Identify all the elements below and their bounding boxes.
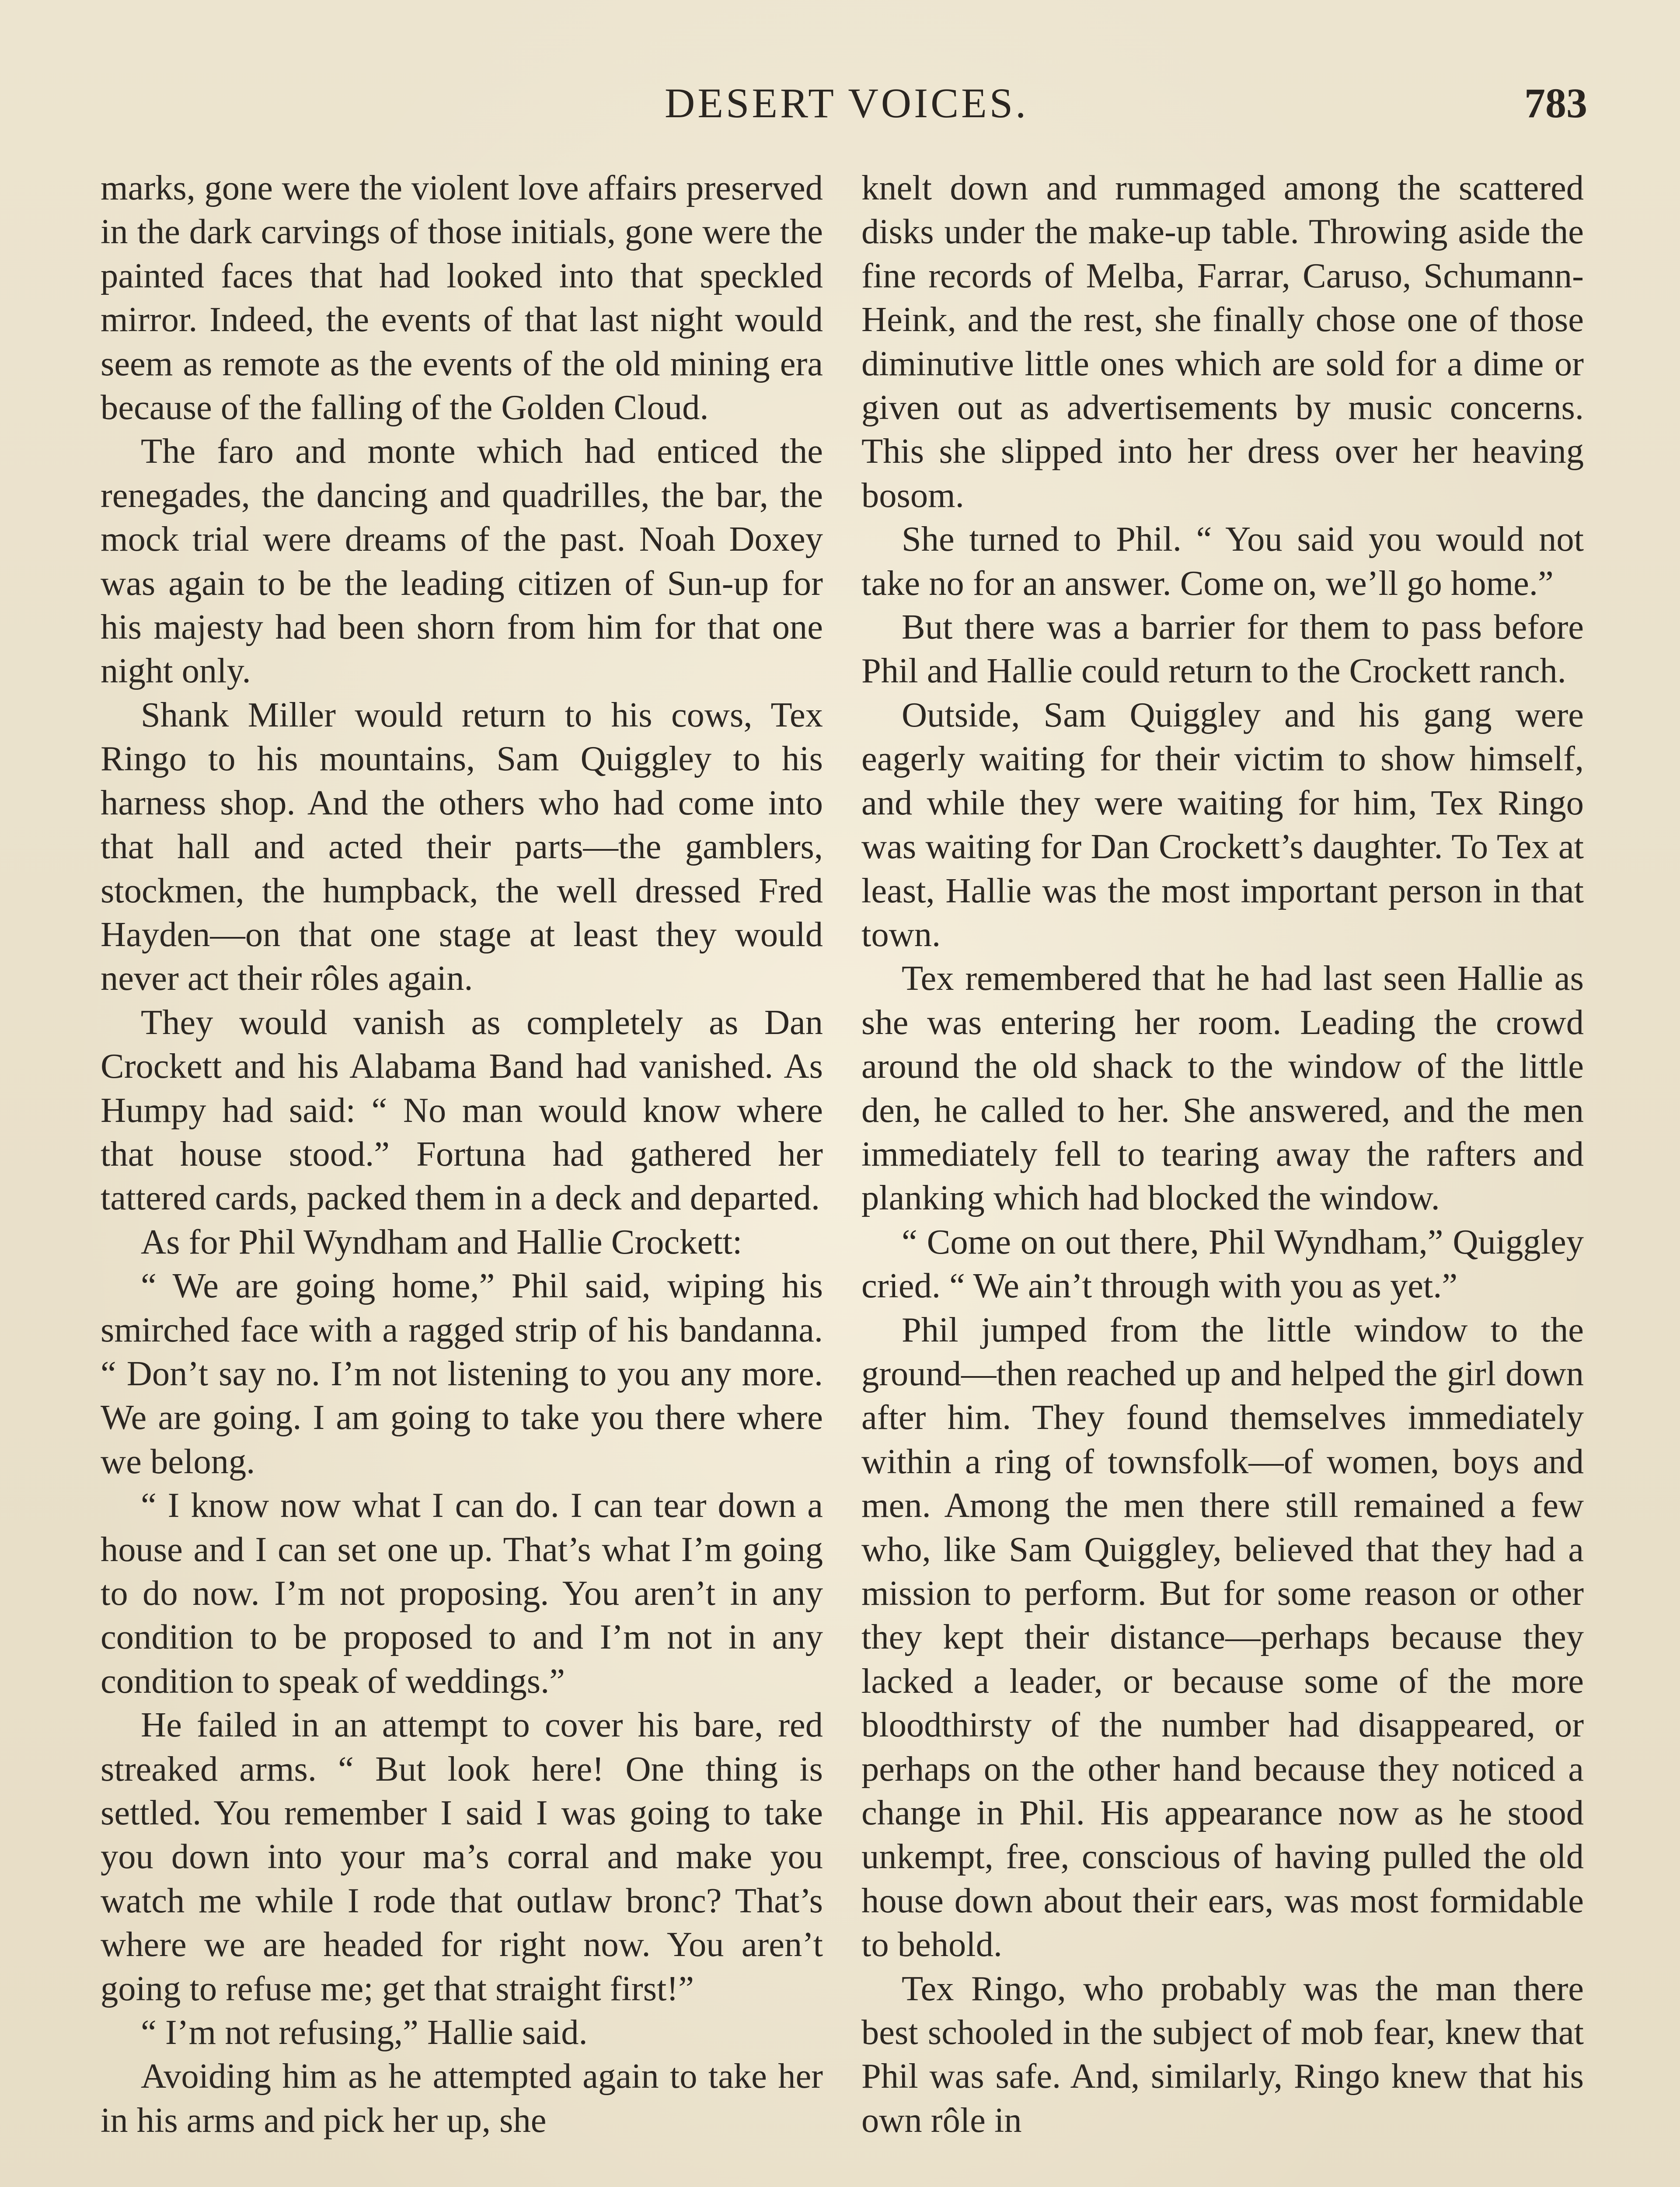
paragraph: Avoiding him as he attempted again to take her in his arms and pick her up, she bbox=[101, 2057, 823, 2140]
page-number: 783 bbox=[1524, 80, 1587, 126]
paragraph: But there was a barrier for them to pass before Phil and Hallie could return to the Crockett ranch. bbox=[861, 608, 1584, 691]
paragraph: “ I know now what I can do. I can tear down a house and I can set one up. That’s what I’m going to do now. I’m not proposing. You aren’t in any condition to be proposed to and I’m not in any condition to speak of weddings.” bbox=[101, 1486, 823, 1701]
page-header bbox=[101, 79, 1587, 136]
paragraph: Outside, Sam Quiggley and his gang were eagerly waiting for their victim to show himself, and while they were waiting for him, Tex Ringo was waiting for Dan Crockett’s daughter. To Tex at least, Hallie was the most important person in that town. bbox=[861, 695, 1584, 954]
paragraph: marks, gone were the violent love affairs preserved in the dark carvings of those initials, gone were the painted faces that had looked into that speckled mirror. Indeed, the events of that last night would seem as remote as the events of the old mining era because of the falling of the Golden Cloud. bbox=[101, 168, 823, 427]
paragraph: knelt down and rummaged among the scattered disks under the make-up table. Throwing aside the fine records of Melba, Farrar, Caruso, Schumann-Heink, and the rest, she finally chose one of those diminutive little ones which are sold for a dime or given out as advertisements by music concerns. This she slipped into her dress over her heaving bosom. bbox=[861, 168, 1584, 515]
paragraph: Tex remembered that he had last seen Hallie as she was entering her room. Leading the crowd around the old shack to the window of the little den, he called to her. She answered, and the men immediately fell to tearing away the rafters and planking which had blocked the window. bbox=[861, 959, 1584, 1218]
paragraph: He failed in an attempt to cover his bare, red streaked arms. “ But look here! One thing is settled. You remember I said I was going to take you down into your ma’s corral and make you watch me while I rode that outlaw bronc? That’s where we are headed for right now. You aren’t going to refuse me; get that straight first!” bbox=[101, 1705, 823, 2008]
paragraph: The faro and monte which had enticed the renegades, the dancing and quadrilles, the bar, the mock trial were dreams of the past. Noah Doxey was again to be the leading citizen of Sun-up for his majesty had been shorn from him for that one night only. bbox=[101, 432, 823, 691]
paragraph: “ We are going home,” Phil said, wiping his smirched face with a ragged strip of his bandanna. “ Don’t say no. I’m not listening to you any more. We are going. I am going to take you there where we belong. bbox=[101, 1266, 823, 1481]
paragraph: They would vanish as completely as Dan Crockett and his Alabama Band had vanished. As Humpy had said: “ No man would know where that house stood.” Fortuna had gathered her tattered cards, packed them in a deck and departed. bbox=[101, 1003, 823, 1218]
paragraph: She turned to Phil. “ You said you would not take no for an answer. Come on, we’ll go home.” bbox=[861, 520, 1584, 603]
running-head: DESERT VOICES. bbox=[665, 80, 1029, 126]
paragraph: “ Come on out there, Phil Wyndham,” Quiggley cried. “ We ain’t through with you as yet.” bbox=[861, 1222, 1584, 1306]
paragraph: “ I’m not refusing,” Hallie said. bbox=[141, 2013, 588, 2052]
paragraph: Tex Ringo, who probably was the man there best schooled in the subject of mob fear, knew that Phil was safe. And, similarly, Ringo knew that his own rôle in bbox=[861, 1969, 1584, 2140]
paragraph: Phil jumped from the little window to the ground—then reached up and helped the girl down after him. They found themselves immediately within a ring of townsfolk—of women, boys and men. Among the men there still remained a few who, like Sam Quiggley, believed that they had a mission to perform. But for some reason or other they kept their distance—perhaps because they lacked a leader, or because some of the more bloodthirsty of the number had disappeared, or perhaps on the other hand because they noticed a change in Phil. His appearance now as he stood unkempt, free, conscious of having pulled the old house down about their ears, was most formidable to behold. bbox=[861, 1310, 1584, 1964]
left-column bbox=[101, 166, 823, 2142]
right-column bbox=[861, 166, 1584, 2142]
paragraph: Shank Miller would return to his cows, Tex Ringo to his mountains, Sam Quiggley to his harness shop. And the others who had come into that hall and acted their parts—the gamblers, stockmen, the humpback, the well dressed Fred Hayden—on that one stage at least they would never act their rôles again. bbox=[101, 695, 823, 998]
paragraph: As for Phil Wyndham and Hallie Crockett: bbox=[141, 1222, 742, 1261]
